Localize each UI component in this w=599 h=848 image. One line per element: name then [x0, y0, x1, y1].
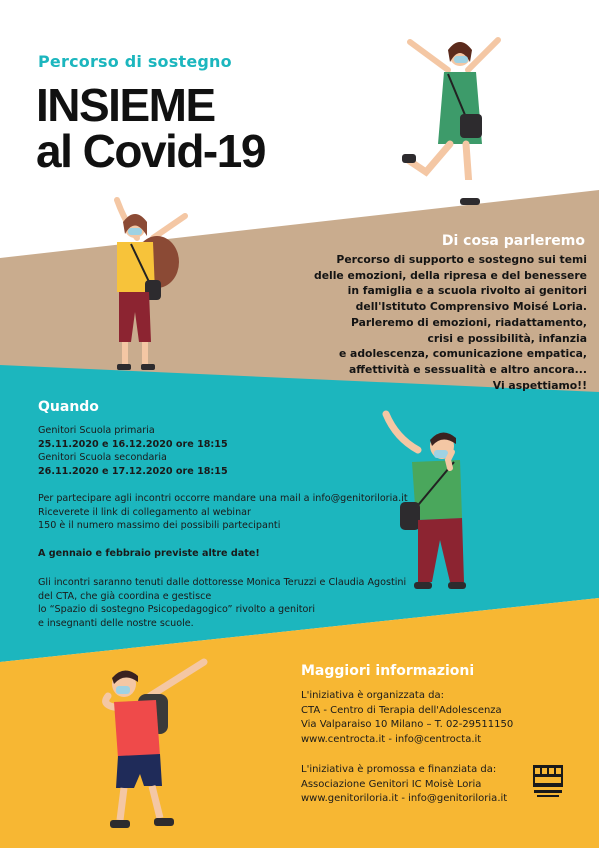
- primary-dates: 25.11.2020 e 16.12.2020 ore 18:15: [38, 438, 228, 450]
- page-title-line1: INSIEME: [36, 79, 215, 131]
- topics-line: Parleremo di emozioni, riadattamento,: [350, 315, 587, 329]
- association-logo: [531, 761, 565, 801]
- topics-line: affettività e sessualità e altro ancora...: [348, 362, 587, 376]
- promoter-line: Associazione Genitori IC Moisè Loria: [301, 778, 482, 790]
- primary-label: Genitori Scuola primaria: [38, 425, 155, 436]
- woman-green-dress-illustration: [398, 32, 508, 210]
- meetings-line: Gli incontri saranno tenuti dalle dottoresse Monica Teruzzi e Claudia Agostini: [38, 577, 407, 588]
- participation-line: 150 è il numero massimo dei possibili partecipanti: [38, 520, 281, 532]
- topics-line: e adolescenza, comunicazione empatica,: [338, 347, 587, 361]
- page-title-line2: al Covid-19: [36, 125, 265, 177]
- boy-red-shirt-illustration: [80, 656, 210, 838]
- topics-line: delle emozioni, della ripresa e del benessere: [313, 268, 587, 282]
- participation-line: Riceverete il link di collegamento al webinar: [38, 506, 251, 518]
- participation-block: [38, 492, 418, 533]
- meetings-line: lo “Spazio di sostegno Psicopedagogico” rivolto a genitori: [38, 604, 315, 616]
- topics-heading: Di cosa parleremo: [441, 233, 585, 249]
- organizer-line: www.centrocta.it - info@centrocta.it: [301, 733, 482, 745]
- promoter-line: L'iniziativa è promossa e finanziata da:: [301, 764, 497, 775]
- subtitle: Percorso di sostegno: [38, 52, 232, 71]
- promoter-line: www.genitoriloria.it - info@genitoriloria.it: [301, 793, 508, 805]
- participation-line: Per partecipare agli incontri occorre mandare una mail a info@genitoriloria.it: [38, 493, 408, 504]
- secondary-label: Genitori Scuola secondaria: [38, 452, 167, 464]
- more-dates-note: A gennaio e febbraio previste altre date!: [38, 548, 260, 559]
- promoter-block: [301, 763, 561, 807]
- topics-line: crisi e possibilità, infanzia: [427, 331, 587, 345]
- topics-line: dell'Istituto Comprensivo Moisé Loria.: [355, 300, 587, 314]
- organizer-line: L'iniziativa è organizzata da:: [301, 690, 444, 701]
- woman-yellow-top-illustration: [95, 192, 195, 374]
- topics-body: [287, 252, 587, 393]
- topics-line: Vi aspettiamo!!: [492, 378, 587, 392]
- meetings-line: e insegnanti delle nostre scuole.: [38, 617, 194, 629]
- organizer-block: [301, 689, 561, 747]
- secondary-dates: 26.11.2020 e 17.12.2020 ore 18:15: [38, 465, 228, 477]
- organizer-line: CTA - Centro di Terapia dell'Adolescenza: [301, 704, 502, 716]
- meetings-block: [38, 576, 418, 630]
- schedule-block: [38, 424, 398, 478]
- topics-line: in famiglia e a scuola rivolto ai genitori: [347, 284, 587, 298]
- organizer-line: Via Valparaiso 10 Milano – T. 02-29511150: [301, 719, 514, 731]
- meetings-line: del CTA, che già coordina e gestisce: [38, 590, 212, 602]
- when-heading: Quando: [38, 399, 99, 415]
- info-heading: Maggiori informazioni: [301, 663, 475, 679]
- topics-line: Percorso di supporto e sostegno sui temi: [336, 253, 587, 266]
